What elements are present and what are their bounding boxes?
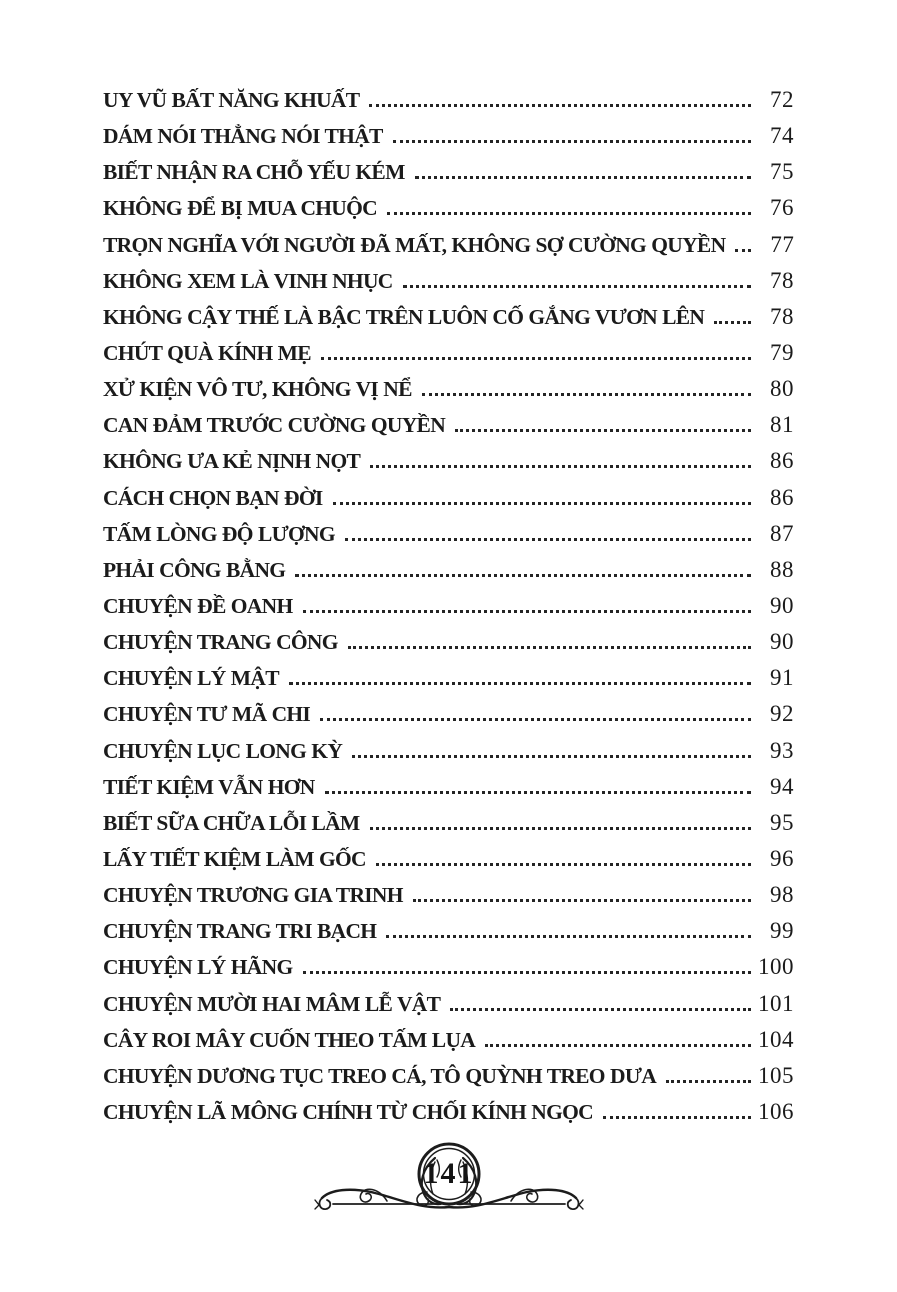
toc-entry-title: CAN ĐẢM TRƯỚC CƯỜNG QUYỀN	[103, 413, 446, 438]
dot-leader	[403, 285, 751, 288]
toc-entry	[103, 846, 794, 882]
toc-entry	[103, 665, 794, 701]
dot-leader	[345, 538, 751, 541]
toc-list	[103, 87, 794, 1135]
toc-entry-page: 100	[758, 954, 794, 980]
page-footer	[309, 1128, 589, 1225]
toc-entry-page: 81	[770, 412, 794, 438]
dot-leader	[303, 971, 752, 974]
toc-entry-page: 74	[770, 123, 794, 149]
toc-entry	[103, 521, 794, 557]
toc-entry-title: BIẾT SỮA CHỮA LỖI LẦM	[103, 810, 360, 835]
toc-entry-page: 95	[770, 809, 794, 835]
toc-entry-page: 105	[758, 1062, 794, 1088]
toc-entry	[103, 882, 794, 918]
toc-entry-page: 79	[770, 339, 794, 365]
toc-entry	[103, 87, 794, 123]
toc-entry	[103, 593, 794, 629]
toc-entry-page: 86	[770, 484, 794, 510]
toc-entry-page: 77	[770, 231, 795, 257]
toc-entry	[103, 123, 794, 159]
toc-entry-page: 104	[758, 1026, 794, 1052]
toc-entry	[103, 557, 794, 593]
toc-entry-page: 87	[770, 520, 794, 546]
toc-entry-title: TRỌN NGHĨA VỚI NGƯỜI ĐÃ MẤT, KHÔNG SỢ CƯỜNG QUYỀN	[103, 232, 726, 257]
toc-entry	[103, 412, 794, 448]
toc-entry-title: CHUYỆN LÝ MẬT	[103, 666, 279, 691]
toc-entry	[103, 268, 794, 304]
page-number-badge: 141	[423, 1157, 475, 1190]
dot-leader	[393, 140, 751, 143]
toc-entry-title: PHẢI CÔNG BẰNG	[103, 557, 286, 582]
toc-entry	[103, 738, 794, 774]
toc-entry-page: 99	[770, 918, 794, 944]
dot-leader	[321, 357, 751, 360]
toc-entry-title: CÂY ROI MÂY CUỐN THEO TẤM LỤA	[103, 1027, 476, 1052]
toc-entry	[103, 159, 794, 195]
toc-entry-title: CHUYỆN LÝ HÃNG	[103, 955, 293, 980]
toc-entry-title: CHUYỆN TRANG CÔNG	[103, 630, 338, 655]
toc-entry-page: 90	[770, 629, 794, 655]
toc-entry-page: 88	[770, 556, 794, 582]
toc-entry-page: 96	[770, 845, 794, 871]
toc-entry-title: CHUYỆN LỤC LONG KỲ	[103, 738, 343, 763]
toc-entry-title: KHÔNG ĐỂ BỊ MUA CHUỘC	[103, 196, 377, 221]
toc-entry-title: BIẾT NHẬN RA CHỖ YẾU KÉM	[103, 160, 405, 185]
toc-entry	[103, 448, 794, 484]
toc-entry	[103, 629, 794, 665]
dot-leader	[376, 863, 751, 866]
dot-leader	[666, 1080, 751, 1083]
dot-leader	[295, 574, 751, 577]
toc-entry-page: 78	[770, 303, 794, 329]
toc-entry-page: 93	[770, 737, 794, 763]
dot-leader	[422, 393, 751, 396]
dot-leader	[413, 899, 751, 902]
dot-leader	[370, 465, 751, 468]
toc-entry-page: 76	[770, 195, 794, 221]
toc-entry-title: CHUYỆN DƯƠNG TỤC TREO CÁ, TÔ QUỲNH TREO DƯA	[103, 1063, 657, 1088]
toc-entry	[103, 918, 794, 954]
toc-entry-title: XỬ KIỆN VÔ TƯ, KHÔNG VỊ NỂ	[103, 377, 412, 402]
toc-entry-page: 78	[770, 267, 794, 293]
dot-leader	[369, 104, 751, 107]
toc-entry	[103, 195, 794, 231]
toc-entry-page: 72	[770, 87, 794, 112]
dot-leader	[348, 646, 751, 649]
toc-entry	[103, 232, 794, 268]
toc-entry	[103, 701, 794, 737]
toc-entry-page: 98	[770, 882, 794, 908]
toc-entry-title: TẤM LÒNG ĐỘ LƯỢNG	[103, 521, 335, 546]
toc-entry-title: UY VŨ BẤT NĂNG KHUẤT	[103, 88, 360, 112]
toc-entry-title: CHÚT QUÀ KÍNH MẸ	[103, 340, 311, 365]
toc-entry	[103, 810, 794, 846]
dot-leader	[450, 1008, 751, 1011]
toc-entry-title: CHUYỆN MƯỜI HAI MÂM LỄ VẬT	[103, 991, 441, 1016]
dot-leader	[387, 212, 751, 215]
toc-entry	[103, 1027, 794, 1063]
dot-leader	[352, 755, 751, 758]
dot-leader	[289, 682, 751, 685]
toc-entry	[103, 376, 794, 412]
dot-leader	[325, 791, 751, 794]
toc-entry-page: 101	[758, 990, 794, 1016]
toc-entry	[103, 485, 794, 521]
toc-entry	[103, 774, 794, 810]
dot-leader	[455, 429, 751, 432]
toc-entry-page: 80	[770, 376, 794, 402]
dot-leader	[333, 502, 751, 505]
toc-entry-page: 91	[770, 665, 794, 691]
dot-leader	[320, 718, 751, 721]
dot-leader	[415, 176, 751, 179]
dot-leader	[603, 1116, 751, 1119]
toc-entry-title: CHUYỆN TRƯƠNG GIA TRINH	[103, 883, 403, 908]
toc-entry-title: LẤY TIẾT KIỆM LÀM GỐC	[103, 846, 366, 871]
toc-entry	[103, 304, 794, 340]
toc-entry-page: 75	[770, 159, 794, 185]
toc-entry	[103, 954, 794, 990]
toc-entry	[103, 340, 794, 376]
toc-entry-page: 86	[770, 448, 794, 474]
toc-entry-title: CHUYỆN TRANG TRI BẠCH	[103, 919, 377, 944]
toc-entry-title: KHÔNG CẬY THẾ LÀ BẬC TRÊN LUÔN CỐ GẮNG VƯƠN LÊN	[103, 304, 705, 329]
dot-leader	[370, 827, 751, 830]
toc-entry-page: 92	[770, 701, 794, 727]
toc-entry-page: 106	[758, 1098, 794, 1124]
toc-entry	[103, 1063, 794, 1099]
toc-entry-title: CHUYỆN LÃ MÔNG CHÍNH TỪ CHỐI KÍNH NGỌC	[103, 1099, 593, 1124]
toc-entry-title: KHÔNG XEM LÀ VINH NHỤC	[103, 268, 393, 293]
dot-leader	[714, 321, 751, 324]
toc-entry-title: TIẾT KIỆM VẪN HƠN	[103, 774, 315, 799]
toc-entry	[103, 991, 794, 1027]
dot-leader	[735, 249, 751, 252]
toc-entry-title: DÁM NÓI THẲNG NÓI THẬT	[103, 124, 383, 149]
dot-leader	[303, 610, 752, 613]
toc-entry-title: CHUYỆN ĐỀ OANH	[103, 593, 293, 618]
dot-leader	[485, 1044, 751, 1047]
toc-entry-title: CHUYỆN TƯ MÃ CHI	[103, 702, 311, 727]
toc-entry-page: 94	[770, 773, 794, 799]
toc-entry-title: KHÔNG ƯA KẺ NỊNH NỌT	[103, 449, 361, 474]
dot-leader	[386, 935, 751, 938]
toc-entry-title: CÁCH CHỌN BẠN ĐỜI	[103, 485, 323, 510]
toc-entry-page: 90	[770, 592, 794, 618]
